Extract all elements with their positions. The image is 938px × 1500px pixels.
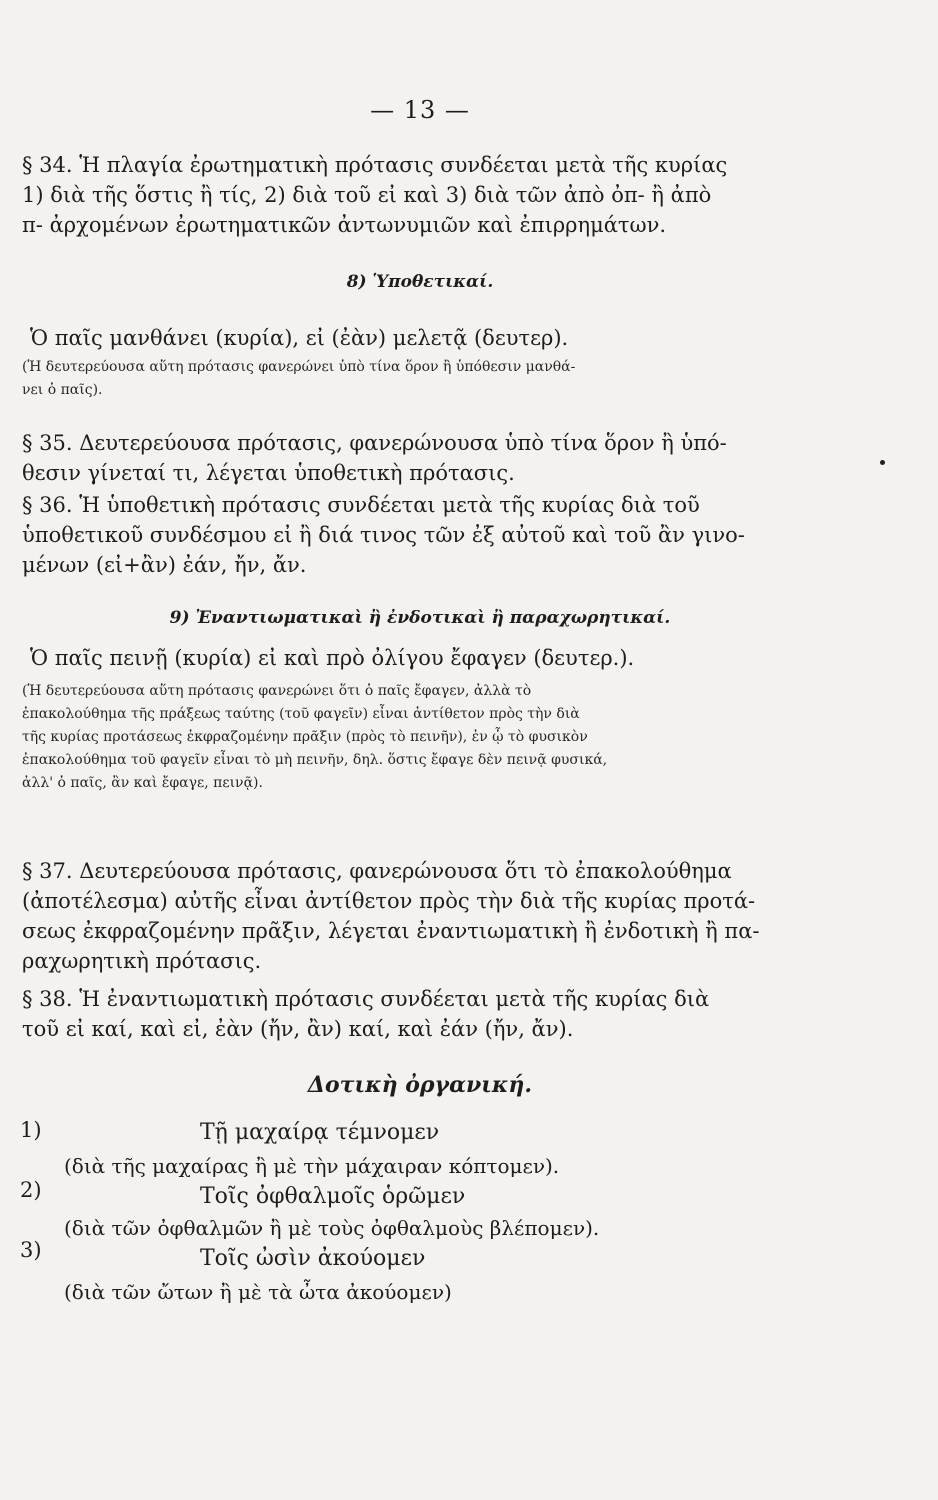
text-line: ραχωρητικὴ πρότασις. bbox=[22, 949, 262, 973]
text-line: (ἀποτέλεσμα) αὐτῆς εἶναι ἀντίθετον πρὸς τὴν διὰ τῆς κυρίας προτά- bbox=[22, 889, 756, 913]
text-line: § 36. Ἡ ὑποθετικὴ πρότασις συνδέεται μετὰ τῆς κυρίας διὰ τοῦ bbox=[22, 493, 700, 517]
heading-concessive: 9) Ἐναντιωματικαὶ ἢ ἐνδοτικαὶ ἢ παραχωρητικαί. bbox=[169, 608, 671, 628]
section-38 bbox=[22, 984, 812, 1044]
note-concessive bbox=[22, 680, 822, 795]
text-line: § 35. Δευτερεύουσα πρότασις, φανερώνουσα ὑπὸ τίνα ὅρον ἢ ὑπό- bbox=[22, 431, 727, 455]
text-line: ὑποθετικοῦ συνδέσμου εἰ ἢ διά τινος τῶν ἐξ αὐτοῦ καὶ τοῦ ἂν γινο- bbox=[22, 523, 745, 547]
note-line: νει ὁ παῖς). bbox=[22, 382, 103, 398]
text-line: π- ἀρχομένων ἐρωτηματικῶν ἀντωνυμιῶν καὶ ἐπιρρημάτων. bbox=[22, 213, 667, 237]
note-line: (Ἡ δευτερεύουσα αὕτη πρότασις φανερώνει ὑπὸ τίνα ὅρον ἢ ὑπόθεσιν μανθά- bbox=[22, 359, 576, 375]
item-number: 1) bbox=[20, 1118, 42, 1142]
section-36 bbox=[22, 490, 812, 580]
item-phrase: Τοῖς ὠσὶν ἀκούομεν bbox=[200, 1246, 426, 1271]
item-gloss: (διὰ τῶν ὤτων ἢ μὲ τὰ ὦτα ἀκούομεν) bbox=[64, 1280, 452, 1304]
note-line: ἐπακολούθημα τοῦ φαγεῖν εἶναι τὸ μὴ πεινῆν, δηλ. ὅστις ἔφαγε δὲν πεινᾷ φυσικά, bbox=[22, 752, 608, 768]
ink-dot bbox=[880, 460, 885, 465]
text-line: τοῦ εἰ καί, καὶ εἰ, ἐὰν (ἤν, ἂν) καί, καὶ ἐάν (ἤν, ἄν). bbox=[22, 1017, 574, 1041]
note-hypothetical bbox=[22, 356, 822, 402]
item-number: 2) bbox=[20, 1178, 42, 1202]
item-phrase: Τοῖς ὀφθαλμοῖς ὁρῶμεν bbox=[200, 1184, 466, 1209]
note-line: (Ἡ δευτερεύουσα αὕτη πρότασις φανερώνει ὅτι ὁ παῖς ἔφαγεν, ἀλλὰ τὸ bbox=[22, 683, 532, 699]
dative-heading: Δοτικὴ ὀργανική. bbox=[307, 1072, 533, 1098]
text-line: θεσιν γίνεταί τι, λέγεται ὑποθετικὴ πρότασις. bbox=[22, 461, 515, 485]
section-37 bbox=[22, 856, 812, 976]
note-line: τῆς κυρίας προτάσεως ἐκφραζομένην πρᾶξιν (πρὸς τὸ πεινῆν), ἐν ᾧ τὸ φυσικὸν bbox=[22, 729, 588, 745]
text-line: μένων (εἰ+ἂν) ἐάν, ἤν, ἄν. bbox=[22, 553, 307, 577]
text-line: § 34. Ἡ πλαγία ἐρωτηματικὴ πρότασις συνδέεται μετὰ τῆς κυρίας bbox=[22, 153, 728, 177]
example-concessive: Ὁ παῖς πεινῇ (κυρία) εἰ καὶ πρὸ ὀλίγου ἔφαγεν (δευτερ.). bbox=[30, 646, 635, 670]
item-number: 3) bbox=[20, 1238, 42, 1262]
heading-hypothetical: 8) Ὑποθετικαί. bbox=[346, 272, 494, 292]
note-line: ἐπακολούθημα τῆς πράξεως ταύτης (τοῦ φαγεῖν) εἶναι ἀντίθετον πρὸς τὴν διὰ bbox=[22, 706, 580, 722]
item-gloss: (διὰ τῆς μαχαίρας ἢ μὲ τὴν μάχαιραν κόπτομεν). bbox=[64, 1154, 560, 1178]
text-line: σεως ἐκφραζομένην πρᾶξιν, λέγεται ἐναντιωματικὴ ἢ ἐνδοτικὴ ἢ πα- bbox=[22, 919, 760, 943]
text-line: § 38. Ἡ ἐναντιωματικὴ πρότασις συνδέεται μετὰ τῆς κυρίας διὰ bbox=[22, 987, 710, 1011]
section-34 bbox=[22, 150, 812, 240]
text-line: § 37. Δευτερεύουσα πρότασις, φανερώνουσα ὅτι τὸ ἐπακολούθημα bbox=[22, 859, 732, 883]
item-gloss: (διὰ τῶν ὀφθαλμῶν ἢ μὲ τοὺς ὀφθαλμοὺς βλέπομεν). bbox=[64, 1216, 600, 1240]
item-phrase: Τῇ μαχαίρᾳ τέμνομεν bbox=[200, 1120, 440, 1145]
example-hypothetical: Ὁ παῖς μανθάνει (κυρία), εἰ (ἐὰν) μελετᾷ (δευτερ). bbox=[30, 326, 569, 350]
section-35 bbox=[22, 428, 812, 488]
note-line: ἀλλ' ὁ παῖς, ἂν καὶ ἔφαγε, πεινᾷ). bbox=[22, 775, 263, 791]
text-line: 1) διὰ τῆς ὅστις ἢ τίς, 2) διὰ τοῦ εἰ καὶ 3) διὰ τῶν ἀπὸ ὀπ- ἢ ἀπὸ bbox=[22, 183, 712, 207]
page-number: — 13 — bbox=[370, 96, 470, 124]
